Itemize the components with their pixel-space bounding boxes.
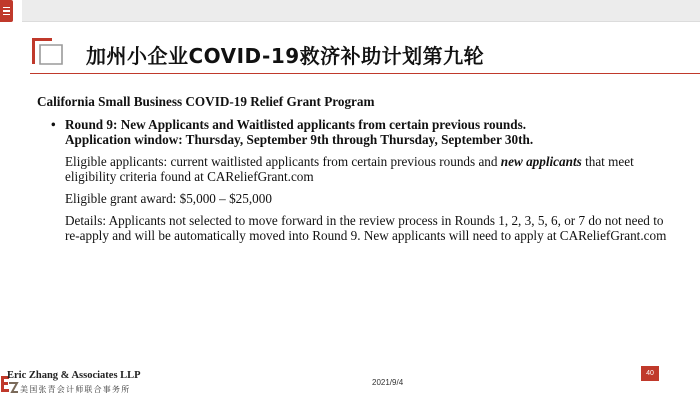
application-window-line: Application window: Thursday, September 9th through Thursday, September 30th. [65,132,534,147]
menu-icon-bar [3,14,10,16]
firm-name-chinese: 美国张青会计师联合事务所 [20,385,131,394]
menu-icon-bar [3,10,10,12]
slide-corner-logo-icon [30,36,64,66]
round-bullet [51,117,677,147]
grant-award-text: Eligible grant award: $5,000 – $25,000 [65,191,272,206]
firm-logo [0,366,160,400]
menu-icon-bar [3,7,10,9]
slide-title: 加州小企业COVID-19救济补助计划第九轮 [86,44,485,68]
slide-date: 2021/9/4 [372,378,404,387]
title-divider [30,73,700,74]
slide-content [37,94,677,243]
page-number-badge: 40 [641,366,659,381]
bullet-marker: • [51,117,56,132]
top-toolbar-strip [22,0,700,22]
bullet-text [65,117,533,147]
eligible-applicants-lead: Eligible applicants: current waitlisted applicants from certain previous rounds and [65,154,501,169]
firm-name: Eric Zhang & Associates LLP [7,370,141,381]
new-applicants-emphasis: new applicants [500,154,582,169]
details-text: Details: Applicants not selected to move forward in the review process in Rounds 1, 2, 3, 5, 6, or 7 do not need to re-apply and will be automatically moved into Round 9. New applicants will need to apply at CAReliefGrant.com [65,213,667,243]
eligible-applicants-text [65,154,677,184]
round-line: Round 9: New Applicants and Waitlisted applicants from certain previous rounds. [65,117,527,132]
eligible-applicants-tail: that meet eligibility criteria found at CAReliefGrant.com [65,154,634,184]
menu-button[interactable] [0,0,13,22]
program-subheading: California Small Business COVID-19 Relief Grant Program [37,94,375,109]
